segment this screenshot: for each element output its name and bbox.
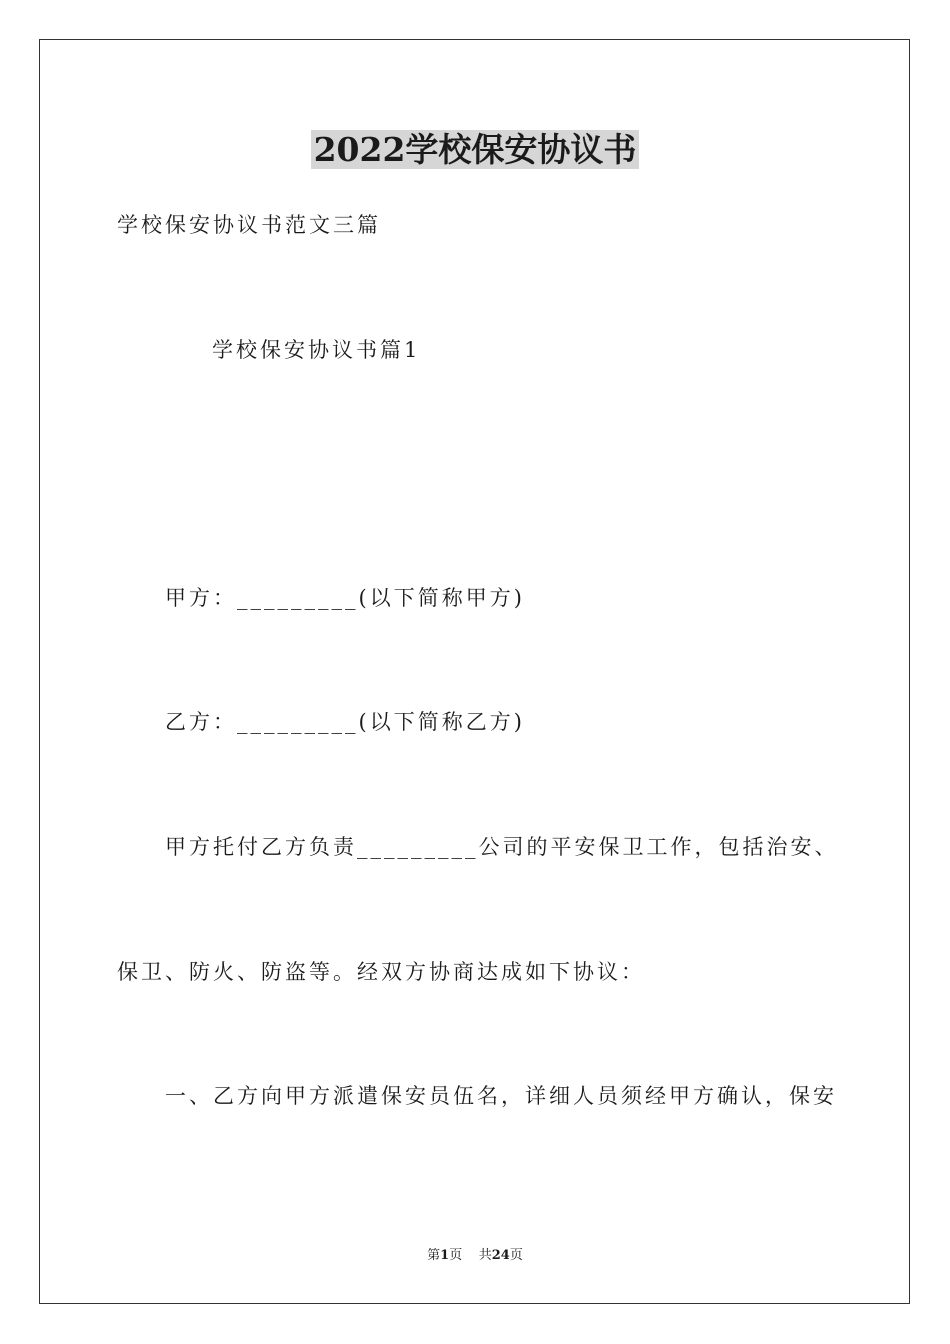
paragraph-clause-1: 一、乙方向甲方派遣保安员伍名，详细人员须经甲方确认，保安 [165, 1084, 837, 1108]
footer-page-number: 1 [440, 1248, 450, 1263]
footer-total-pages: 24 [491, 1248, 510, 1263]
paragraph-entrust-line-2: 保卫、防火、防盗等。经双方协商达成如下协议： [117, 960, 645, 984]
paragraph-entrust-line-1: 甲方托付乙方负责_________公司的平安保卫工作，包括治安、 [165, 835, 839, 859]
footer-page-suffix: 页 [449, 1248, 463, 1263]
footer-total-suffix: 页 [509, 1248, 523, 1263]
footer-page-prefix: 第 [427, 1248, 441, 1263]
document-title-text: 2022学校保安协议书 [311, 130, 640, 169]
document-subtitle: 学校保安协议书范文三篇 [117, 213, 381, 237]
page-footer [0, 1247, 950, 1265]
section-heading: 学校保安协议书篇1 [212, 338, 421, 362]
document-title [0, 128, 950, 172]
paragraph-party-a: 甲方：_________(以下简称甲方) [165, 586, 525, 610]
footer-total-prefix: 共 [478, 1248, 492, 1263]
paragraph-party-b: 乙方：_________(以下简称乙方) [165, 710, 525, 734]
